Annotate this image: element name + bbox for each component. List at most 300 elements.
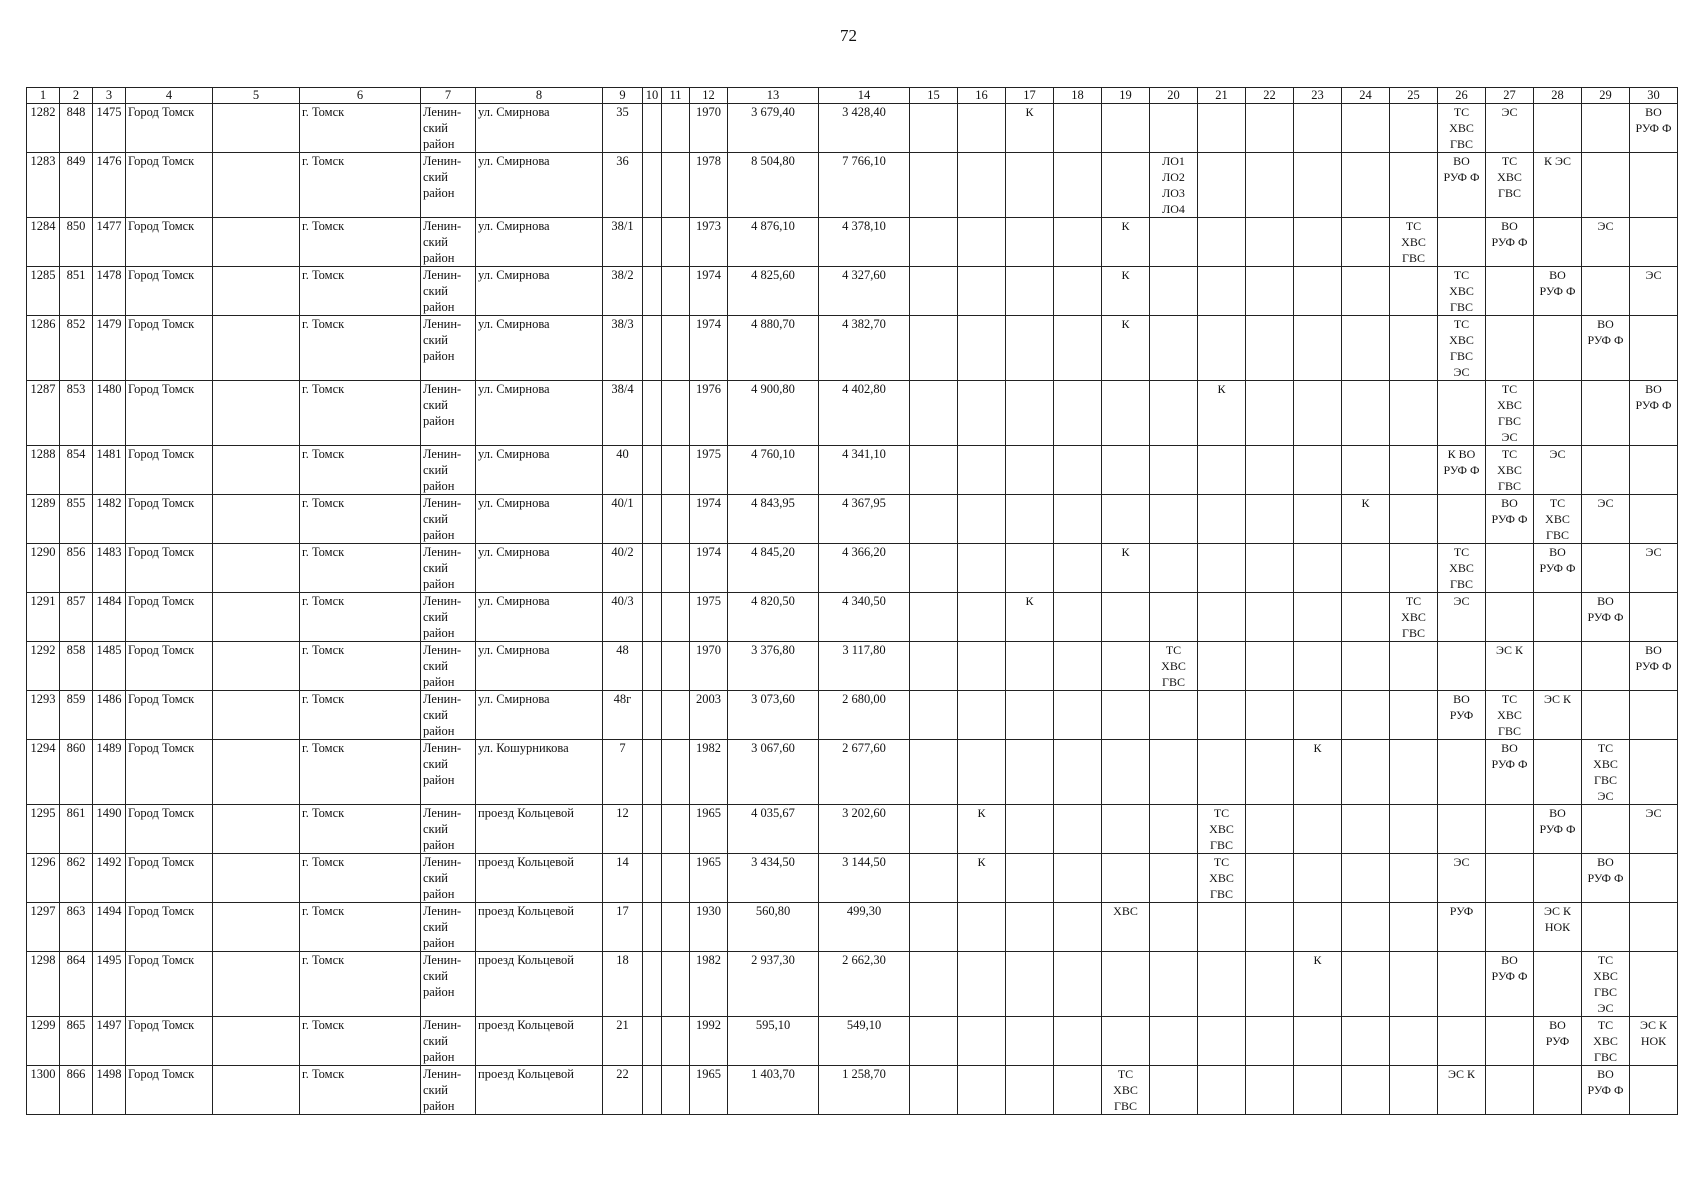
cell-col-24 <box>1342 593 1390 642</box>
cell-col-9: 7 <box>603 740 643 805</box>
cell-col-14: 3 428,40 <box>819 104 910 153</box>
cell-col-17 <box>1006 446 1054 495</box>
cell-col-12: 1970 <box>690 642 728 691</box>
cell-col-24 <box>1342 903 1390 952</box>
cell-col-5 <box>213 642 300 691</box>
cell-col-1: 1290 <box>27 544 60 593</box>
cell-col-9: 48 <box>603 642 643 691</box>
cell-col-21 <box>1198 267 1246 316</box>
cell-col-7: Ленин- ский район <box>421 381 476 446</box>
cell-col-25 <box>1390 544 1438 593</box>
cell-col-17: К <box>1006 104 1054 153</box>
cell-col-15 <box>910 153 958 218</box>
cell-col-23 <box>1294 104 1342 153</box>
cell-col-23 <box>1294 544 1342 593</box>
column-number-16: 16 <box>958 88 1006 104</box>
cell-col-4: Город Томск <box>126 854 213 903</box>
cell-col-3: 1476 <box>93 153 126 218</box>
cell-col-27: ВО РУФ Ф <box>1486 495 1534 544</box>
cell-col-25 <box>1390 952 1438 1017</box>
cell-col-13: 3 067,60 <box>728 740 819 805</box>
cell-col-24: К <box>1342 495 1390 544</box>
cell-col-14: 499,30 <box>819 903 910 952</box>
cell-col-11 <box>662 805 690 854</box>
cell-col-26: ЭС <box>1438 593 1486 642</box>
cell-col-26 <box>1438 1017 1486 1066</box>
cell-col-8: проезд Кольцевой <box>476 1066 603 1115</box>
cell-col-7: Ленин- ский район <box>421 691 476 740</box>
cell-col-3: 1482 <box>93 495 126 544</box>
cell-col-8: ул. Смирнова <box>476 495 603 544</box>
table-row <box>27 1066 1678 1115</box>
cell-col-22 <box>1246 1066 1294 1115</box>
cell-col-24 <box>1342 153 1390 218</box>
page-number: 72 <box>840 26 857 45</box>
cell-col-20 <box>1150 593 1198 642</box>
cell-col-24 <box>1342 381 1390 446</box>
column-number-12: 12 <box>690 88 728 104</box>
cell-col-13: 1 403,70 <box>728 1066 819 1115</box>
cell-col-14: 4 402,80 <box>819 381 910 446</box>
cell-col-7: Ленин- ский район <box>421 446 476 495</box>
cell-col-2: 851 <box>60 267 93 316</box>
cell-col-4: Город Томск <box>126 952 213 1017</box>
cell-col-8: проезд Кольцевой <box>476 805 603 854</box>
cell-col-22 <box>1246 316 1294 381</box>
cell-col-6: г. Томск <box>300 642 421 691</box>
cell-col-9: 21 <box>603 1017 643 1066</box>
cell-col-10 <box>643 495 662 544</box>
cell-col-18 <box>1054 218 1102 267</box>
cell-col-29 <box>1582 267 1630 316</box>
cell-col-24 <box>1342 952 1390 1017</box>
cell-col-18 <box>1054 446 1102 495</box>
cell-col-12: 1982 <box>690 952 728 1017</box>
cell-col-9: 38/2 <box>603 267 643 316</box>
cell-col-14: 7 766,10 <box>819 153 910 218</box>
cell-col-16 <box>958 544 1006 593</box>
cell-col-1: 1292 <box>27 642 60 691</box>
cell-col-6: г. Томск <box>300 153 421 218</box>
cell-col-27: ЭС К <box>1486 642 1534 691</box>
cell-col-15 <box>910 1066 958 1115</box>
table-row <box>27 267 1678 316</box>
column-number-19: 19 <box>1102 88 1150 104</box>
cell-col-5 <box>213 952 300 1017</box>
cell-col-7: Ленин- ский район <box>421 267 476 316</box>
cell-col-21 <box>1198 1066 1246 1115</box>
cell-col-18 <box>1054 642 1102 691</box>
cell-col-14: 2 680,00 <box>819 691 910 740</box>
cell-col-16 <box>958 903 1006 952</box>
cell-col-9: 48г <box>603 691 643 740</box>
cell-col-21: ТС ХВС ГВС <box>1198 805 1246 854</box>
cell-col-19 <box>1102 446 1150 495</box>
cell-col-10 <box>643 593 662 642</box>
cell-col-21 <box>1198 544 1246 593</box>
cell-col-3: 1480 <box>93 381 126 446</box>
cell-col-17 <box>1006 740 1054 805</box>
cell-col-30 <box>1630 952 1678 1017</box>
cell-col-16: К <box>958 854 1006 903</box>
column-number-15: 15 <box>910 88 958 104</box>
cell-col-7: Ленин- ский район <box>421 903 476 952</box>
cell-col-1: 1284 <box>27 218 60 267</box>
cell-col-27 <box>1486 805 1534 854</box>
cell-col-25 <box>1390 642 1438 691</box>
cell-col-15 <box>910 854 958 903</box>
cell-col-25 <box>1390 446 1438 495</box>
cell-col-11 <box>662 854 690 903</box>
cell-col-1: 1289 <box>27 495 60 544</box>
cell-col-3: 1489 <box>93 740 126 805</box>
cell-col-3: 1490 <box>93 805 126 854</box>
cell-col-4: Город Томск <box>126 642 213 691</box>
cell-col-29 <box>1582 691 1630 740</box>
cell-col-30 <box>1630 1066 1678 1115</box>
cell-col-14: 4 382,70 <box>819 316 910 381</box>
cell-col-18 <box>1054 495 1102 544</box>
cell-col-24 <box>1342 691 1390 740</box>
cell-col-2: 854 <box>60 446 93 495</box>
cell-col-10 <box>643 381 662 446</box>
cell-col-18 <box>1054 381 1102 446</box>
cell-col-20 <box>1150 854 1198 903</box>
cell-col-8: ул. Смирнова <box>476 642 603 691</box>
cell-col-7: Ленин- ский район <box>421 316 476 381</box>
cell-col-9: 38/4 <box>603 381 643 446</box>
cell-col-13: 2 937,30 <box>728 952 819 1017</box>
cell-col-22 <box>1246 104 1294 153</box>
cell-col-1: 1291 <box>27 593 60 642</box>
cell-col-14: 4 340,50 <box>819 593 910 642</box>
column-number-14: 14 <box>819 88 910 104</box>
cell-col-10 <box>643 854 662 903</box>
cell-col-30: ЭС <box>1630 805 1678 854</box>
cell-col-26: ЭС <box>1438 854 1486 903</box>
cell-col-2: 855 <box>60 495 93 544</box>
cell-col-23 <box>1294 316 1342 381</box>
cell-col-8: ул. Смирнова <box>476 218 603 267</box>
cell-col-21 <box>1198 104 1246 153</box>
cell-col-12: 1965 <box>690 854 728 903</box>
cell-col-19: К <box>1102 316 1150 381</box>
cell-col-28 <box>1534 642 1582 691</box>
table-row <box>27 593 1678 642</box>
cell-col-9: 14 <box>603 854 643 903</box>
table-row <box>27 446 1678 495</box>
cell-col-7: Ленин- ский район <box>421 642 476 691</box>
cell-col-8: проезд Кольцевой <box>476 952 603 1017</box>
cell-col-29: ВО РУФ Ф <box>1582 1066 1630 1115</box>
cell-col-1: 1297 <box>27 903 60 952</box>
register-table <box>26 87 1678 1115</box>
cell-col-9: 40/3 <box>603 593 643 642</box>
cell-col-12: 1975 <box>690 446 728 495</box>
cell-col-26: ВО РУФ Ф <box>1438 153 1486 218</box>
cell-col-23 <box>1294 1066 1342 1115</box>
cell-col-3: 1477 <box>93 218 126 267</box>
cell-col-22 <box>1246 446 1294 495</box>
cell-col-25 <box>1390 691 1438 740</box>
cell-col-5 <box>213 691 300 740</box>
cell-col-28 <box>1534 316 1582 381</box>
cell-col-16 <box>958 267 1006 316</box>
cell-col-19 <box>1102 1017 1150 1066</box>
cell-col-2: 865 <box>60 1017 93 1066</box>
cell-col-20 <box>1150 495 1198 544</box>
cell-col-13: 4 900,80 <box>728 381 819 446</box>
cell-col-29: ТС ХВС ГВС <box>1582 1017 1630 1066</box>
cell-col-29 <box>1582 544 1630 593</box>
table-row <box>27 952 1678 1017</box>
cell-col-16 <box>958 316 1006 381</box>
cell-col-7: Ленин- ский район <box>421 218 476 267</box>
cell-col-6: г. Томск <box>300 544 421 593</box>
column-number-25: 25 <box>1390 88 1438 104</box>
cell-col-23 <box>1294 153 1342 218</box>
table-row <box>27 854 1678 903</box>
cell-col-9: 22 <box>603 1066 643 1115</box>
cell-col-24 <box>1342 1066 1390 1115</box>
cell-col-10 <box>643 805 662 854</box>
cell-col-8: ул. Смирнова <box>476 593 603 642</box>
cell-col-2: 848 <box>60 104 93 153</box>
cell-col-10 <box>643 316 662 381</box>
cell-col-30: ВО РУФ Ф <box>1630 642 1678 691</box>
cell-col-12: 1982 <box>690 740 728 805</box>
column-number-6: 6 <box>300 88 421 104</box>
cell-col-27: ТС ХВС ГВС <box>1486 691 1534 740</box>
cell-col-30 <box>1630 218 1678 267</box>
cell-col-28 <box>1534 218 1582 267</box>
cell-col-19 <box>1102 691 1150 740</box>
cell-col-18 <box>1054 1017 1102 1066</box>
cell-col-22 <box>1246 691 1294 740</box>
cell-col-14: 4 327,60 <box>819 267 910 316</box>
table-row <box>27 104 1678 153</box>
cell-col-25 <box>1390 381 1438 446</box>
column-number-17: 17 <box>1006 88 1054 104</box>
cell-col-30 <box>1630 495 1678 544</box>
cell-col-28 <box>1534 593 1582 642</box>
cell-col-21 <box>1198 153 1246 218</box>
cell-col-13: 3 073,60 <box>728 691 819 740</box>
cell-col-16 <box>958 593 1006 642</box>
cell-col-11 <box>662 495 690 544</box>
cell-col-6: г. Томск <box>300 381 421 446</box>
cell-col-25 <box>1390 854 1438 903</box>
cell-col-27 <box>1486 267 1534 316</box>
cell-col-10 <box>643 903 662 952</box>
cell-col-26: ТС ХВС ГВС <box>1438 267 1486 316</box>
cell-col-26: ТС ХВС ГВС <box>1438 544 1486 593</box>
cell-col-21 <box>1198 446 1246 495</box>
cell-col-21 <box>1198 316 1246 381</box>
cell-col-3: 1479 <box>93 316 126 381</box>
cell-col-16 <box>958 218 1006 267</box>
cell-col-19: ХВС <box>1102 903 1150 952</box>
table-row <box>27 153 1678 218</box>
cell-col-23 <box>1294 495 1342 544</box>
cell-col-27: ТС ХВС ГВС <box>1486 153 1534 218</box>
cell-col-14: 3 117,80 <box>819 642 910 691</box>
cell-col-4: Город Томск <box>126 153 213 218</box>
cell-col-26: ЭС К <box>1438 1066 1486 1115</box>
cell-col-24 <box>1342 642 1390 691</box>
cell-col-29 <box>1582 903 1630 952</box>
cell-col-2: 857 <box>60 593 93 642</box>
cell-col-19 <box>1102 642 1150 691</box>
cell-col-13: 560,80 <box>728 903 819 952</box>
column-number-10: 10 <box>643 88 662 104</box>
cell-col-9: 40/2 <box>603 544 643 593</box>
cell-col-16 <box>958 740 1006 805</box>
cell-col-13: 4 820,50 <box>728 593 819 642</box>
cell-col-2: 849 <box>60 153 93 218</box>
cell-col-8: ул. Смирнова <box>476 267 603 316</box>
cell-col-14: 2 677,60 <box>819 740 910 805</box>
cell-col-12: 2003 <box>690 691 728 740</box>
cell-col-26 <box>1438 381 1486 446</box>
cell-col-23 <box>1294 446 1342 495</box>
cell-col-4: Город Томск <box>126 691 213 740</box>
cell-col-11 <box>662 153 690 218</box>
cell-col-7: Ленин- ский район <box>421 952 476 1017</box>
cell-col-10 <box>643 267 662 316</box>
cell-col-14: 1 258,70 <box>819 1066 910 1115</box>
cell-col-23 <box>1294 805 1342 854</box>
cell-col-11 <box>662 446 690 495</box>
cell-col-5 <box>213 740 300 805</box>
cell-col-28 <box>1534 952 1582 1017</box>
table-body <box>27 104 1678 1115</box>
cell-col-20 <box>1150 805 1198 854</box>
cell-col-4: Город Томск <box>126 740 213 805</box>
cell-col-20 <box>1150 1017 1198 1066</box>
cell-col-27 <box>1486 903 1534 952</box>
cell-col-9: 12 <box>603 805 643 854</box>
cell-col-17 <box>1006 642 1054 691</box>
cell-col-6: г. Томск <box>300 593 421 642</box>
cell-col-9: 36 <box>603 153 643 218</box>
table-row <box>27 1017 1678 1066</box>
cell-col-5 <box>213 104 300 153</box>
cell-col-14: 4 366,20 <box>819 544 910 593</box>
cell-col-4: Город Томск <box>126 104 213 153</box>
cell-col-24 <box>1342 1017 1390 1066</box>
cell-col-26 <box>1438 642 1486 691</box>
cell-col-30 <box>1630 153 1678 218</box>
cell-col-13: 595,10 <box>728 1017 819 1066</box>
cell-col-26: ТС ХВС ГВС <box>1438 104 1486 153</box>
cell-col-28 <box>1534 381 1582 446</box>
cell-col-16 <box>958 104 1006 153</box>
cell-col-10 <box>643 544 662 593</box>
cell-col-28: ЭС К <box>1534 691 1582 740</box>
cell-col-18 <box>1054 854 1102 903</box>
cell-col-21 <box>1198 740 1246 805</box>
cell-col-1: 1288 <box>27 446 60 495</box>
cell-col-12: 1992 <box>690 1017 728 1066</box>
cell-col-8: ул. Смирнова <box>476 104 603 153</box>
column-number-27: 27 <box>1486 88 1534 104</box>
cell-col-14: 3 202,60 <box>819 805 910 854</box>
column-number-18: 18 <box>1054 88 1102 104</box>
cell-col-7: Ленин- ский район <box>421 153 476 218</box>
cell-col-1: 1298 <box>27 952 60 1017</box>
cell-col-20: ЛО1 ЛО2 ЛО3 ЛО4 <box>1150 153 1198 218</box>
cell-col-16 <box>958 153 1006 218</box>
cell-col-12: 1965 <box>690 1066 728 1115</box>
cell-col-30 <box>1630 903 1678 952</box>
cell-col-9: 17 <box>603 903 643 952</box>
cell-col-13: 3 679,40 <box>728 104 819 153</box>
cell-col-29: ВО РУФ Ф <box>1582 854 1630 903</box>
cell-col-1: 1282 <box>27 104 60 153</box>
table-row <box>27 691 1678 740</box>
cell-col-30: ВО РУФ Ф <box>1630 104 1678 153</box>
column-number-26: 26 <box>1438 88 1486 104</box>
cell-col-23 <box>1294 593 1342 642</box>
cell-col-11 <box>662 903 690 952</box>
cell-col-10 <box>643 642 662 691</box>
cell-col-21 <box>1198 691 1246 740</box>
cell-col-17 <box>1006 153 1054 218</box>
cell-col-11 <box>662 740 690 805</box>
cell-col-6: г. Томск <box>300 903 421 952</box>
column-number-13: 13 <box>728 88 819 104</box>
cell-col-21 <box>1198 903 1246 952</box>
cell-col-19 <box>1102 952 1150 1017</box>
cell-col-20 <box>1150 381 1198 446</box>
cell-col-27: ВО РУФ Ф <box>1486 740 1534 805</box>
cell-col-30 <box>1630 691 1678 740</box>
cell-col-5 <box>213 381 300 446</box>
cell-col-12: 1976 <box>690 381 728 446</box>
cell-col-24 <box>1342 267 1390 316</box>
cell-col-7: Ленин- ский район <box>421 1066 476 1115</box>
cell-col-18 <box>1054 1066 1102 1115</box>
cell-col-27: ТС ХВС ГВС <box>1486 446 1534 495</box>
cell-col-19 <box>1102 805 1150 854</box>
cell-col-28 <box>1534 854 1582 903</box>
cell-col-30 <box>1630 446 1678 495</box>
cell-col-7: Ленин- ский район <box>421 854 476 903</box>
cell-col-10 <box>643 104 662 153</box>
column-number-8: 8 <box>476 88 603 104</box>
cell-col-11 <box>662 952 690 1017</box>
cell-col-4: Город Томск <box>126 805 213 854</box>
cell-col-3: 1481 <box>93 446 126 495</box>
cell-col-4: Город Томск <box>126 446 213 495</box>
cell-col-29: ТС ХВС ГВС ЭС <box>1582 952 1630 1017</box>
cell-col-28: ВО РУФ Ф <box>1534 267 1582 316</box>
cell-col-12: 1974 <box>690 316 728 381</box>
cell-col-17 <box>1006 381 1054 446</box>
cell-col-8: ул. Смирнова <box>476 153 603 218</box>
cell-col-17 <box>1006 1066 1054 1115</box>
cell-col-19 <box>1102 153 1150 218</box>
cell-col-5 <box>213 267 300 316</box>
cell-col-27 <box>1486 1017 1534 1066</box>
cell-col-16 <box>958 642 1006 691</box>
cell-col-29 <box>1582 153 1630 218</box>
cell-col-21: К <box>1198 381 1246 446</box>
cell-col-6: г. Томск <box>300 316 421 381</box>
cell-col-26: ТС ХВС ГВС ЭС <box>1438 316 1486 381</box>
cell-col-15 <box>910 740 958 805</box>
